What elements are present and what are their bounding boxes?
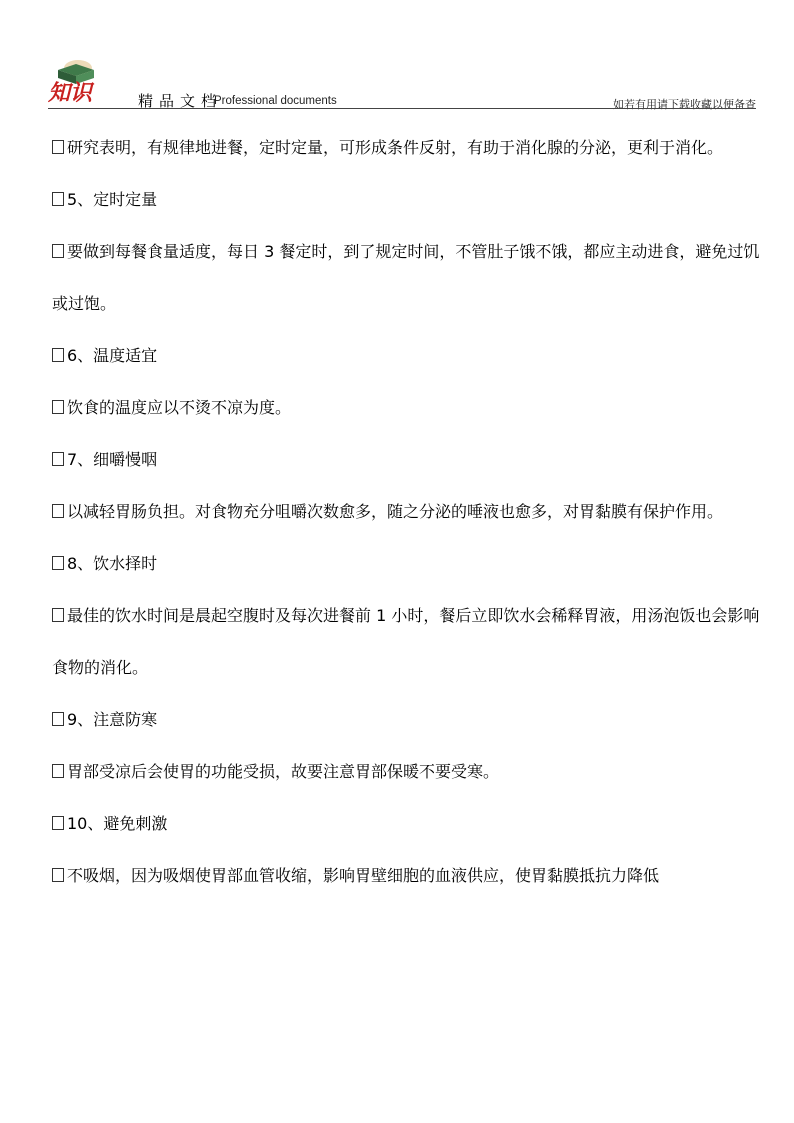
checkbox-glyph-icon xyxy=(52,244,64,258)
checkbox-glyph-icon xyxy=(52,400,64,414)
paragraph-text: 要做到每餐食量适度，每日 3 餐定时，到了规定时间，不管肚子饿不饿，都应主动进食，避免过饥或过饱。 xyxy=(52,242,760,313)
checkbox-glyph-icon xyxy=(52,452,64,466)
paragraph-text: 以减轻胃肠负担。对食物充分咀嚼次数愈多，随之分泌的唾液也愈多，对胃黏膜有保护作用。 xyxy=(67,502,724,521)
paragraph-text: 饮食的温度应以不烫不凉为度。 xyxy=(67,398,292,417)
section-heading xyxy=(52,538,764,590)
heading-text: 9、注意防寒 xyxy=(67,710,158,729)
paragraph xyxy=(52,122,764,174)
paragraph xyxy=(52,486,764,538)
header-divider xyxy=(48,108,756,109)
heading-text: 6、温度适宜 xyxy=(67,346,158,365)
section-heading xyxy=(52,330,764,382)
checkbox-glyph-icon xyxy=(52,348,64,362)
section-heading xyxy=(52,798,764,850)
logo-text: 知识 xyxy=(48,80,93,106)
document-body xyxy=(52,122,764,902)
section-heading xyxy=(52,694,764,746)
checkbox-glyph-icon xyxy=(52,556,64,570)
checkbox-glyph-icon xyxy=(52,140,64,154)
paragraph-text: 最佳的饮水时间是晨起空腹时及每次进餐前 1 小时，餐后立即饮水会稀释胃液，用汤泡饭也会影响食物的消化。 xyxy=(52,606,760,677)
heading-text: 10、避免刺激 xyxy=(67,814,168,833)
paragraph-text: 不吸烟，因为吸烟使胃部血管收缩，影响胃壁细胞的血液供应，使胃黏膜抵抗力降低 xyxy=(67,866,660,885)
brand-subtitle: Professional documents xyxy=(214,95,337,107)
heading-text: 5、定时定量 xyxy=(67,190,158,209)
section-heading xyxy=(52,434,764,486)
section-heading xyxy=(52,174,764,226)
paragraph-text: 胃部受凉后会使胃的功能受损，故要注意胃部保暖不要受寒。 xyxy=(67,762,500,781)
heading-text: 7、细嚼慢咽 xyxy=(67,450,158,469)
paragraph xyxy=(52,226,764,330)
paragraph xyxy=(52,382,764,434)
paragraph-text: 研究表明，有规律地进餐，定时定量，可形成条件反射，有助于消化腺的分泌，更利于消化。 xyxy=(67,138,724,157)
checkbox-glyph-icon xyxy=(52,816,64,830)
checkbox-glyph-icon xyxy=(52,504,64,518)
brand-title: 精品文档 xyxy=(138,92,223,110)
checkbox-glyph-icon xyxy=(52,764,64,778)
checkbox-glyph-icon xyxy=(52,192,64,206)
paragraph xyxy=(52,590,764,694)
paragraph xyxy=(52,746,764,798)
checkbox-glyph-icon xyxy=(52,868,64,882)
checkbox-glyph-icon xyxy=(52,712,64,726)
header-tagline: 如若有用请下载收藏以便备查 xyxy=(613,98,756,111)
paragraph xyxy=(52,850,764,902)
heading-text: 8、饮水择时 xyxy=(67,554,158,573)
logo-book-icon xyxy=(48,54,100,106)
page-header xyxy=(48,54,756,110)
checkbox-glyph-icon xyxy=(52,608,64,622)
